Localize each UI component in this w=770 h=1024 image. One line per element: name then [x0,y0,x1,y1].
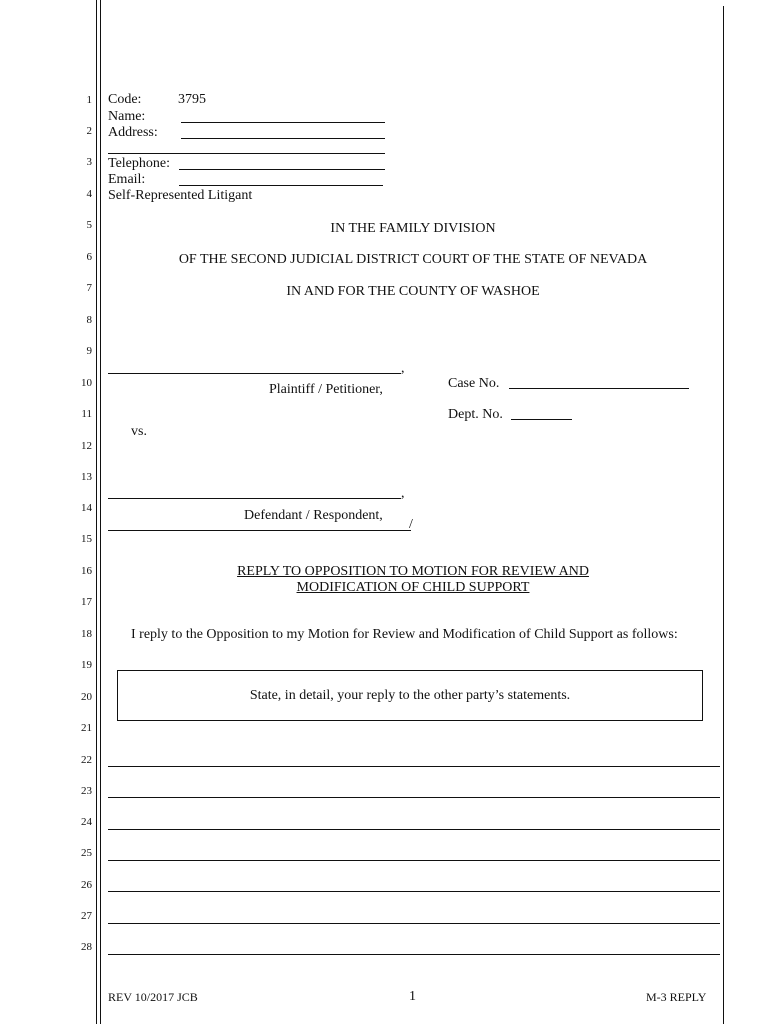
line-number: 11 [81,408,92,420]
defendant-comma: , [401,486,405,501]
email-label: Email: [108,172,146,187]
line-number: 20 [81,691,92,703]
line-number: 17 [81,596,92,608]
court-name: OF THE SECOND JUDICIAL DISTRICT COURT OF THE STATE OF NEVADA [178,252,648,267]
line-number: 19 [81,659,92,671]
code-value: 3795 [178,92,206,107]
address-field-line1[interactable] [181,138,385,139]
line-number: 27 [81,910,92,922]
address-field-line2[interactable] [108,153,385,154]
instruction-box [117,670,703,721]
address-label: Address: [108,125,158,140]
case-number-field[interactable] [509,388,689,389]
plaintiff-name-field[interactable] [108,373,401,374]
reply-line[interactable] [108,923,720,924]
dept-number-label: Dept. No. [448,407,503,422]
code-label: Code: [108,92,142,107]
line-number: 26 [81,879,92,891]
document-title-line2: MODIFICATION OF CHILD SUPPORT [296,580,530,595]
line-number: 24 [81,816,92,828]
plaintiff-comma: , [401,361,405,376]
line-number: 23 [81,785,92,797]
line-number: 28 [81,941,92,953]
line-number: 1 [86,94,92,106]
line-number: 3 [86,156,92,168]
line-number: 5 [86,219,92,231]
footer-form-id: M-3 REPLY [646,990,707,1004]
versus-label: vs. [131,424,147,439]
reply-line[interactable] [108,829,720,830]
name-field[interactable] [181,122,385,123]
defendant-label: Defendant / Respondent, [244,508,383,523]
caption-closing-rule [108,530,411,531]
line-number: 7 [86,282,92,294]
name-label: Name: [108,109,146,124]
line-number: 10 [81,377,92,389]
email-field[interactable] [179,185,383,186]
left-margin-rule-outer [96,0,97,1024]
line-number: 13 [81,471,92,483]
line-number: 14 [81,502,92,514]
reply-line[interactable] [108,860,720,861]
instruction-text: State, in detail, your reply to the other party’s statements. [249,687,571,703]
line-number: 12 [81,440,92,452]
plaintiff-label: Plaintiff / Petitioner, [269,382,383,397]
line-number: 18 [81,628,92,640]
line-number: 8 [86,314,92,326]
telephone-label: Telephone: [108,156,170,171]
intro-statement: I reply to the Opposition to my Motion for Review and Modification of Child Support as follows: [131,627,678,642]
left-margin-rule-inner [100,0,101,1024]
reply-line[interactable] [108,766,720,767]
line-number: 21 [81,722,92,734]
line-number: 9 [86,345,92,357]
caption-slash: / [409,517,413,532]
footer-revision: REV 10/2017 JCB [108,990,198,1004]
line-number: 25 [81,847,92,859]
case-number-label: Case No. [448,376,500,391]
court-county: IN AND FOR THE COUNTY OF WASHOE [286,284,540,299]
reply-line[interactable] [108,954,720,955]
line-number: 15 [81,533,92,545]
line-number: 22 [81,754,92,766]
self-represented-litigant: Self-Represented Litigant [108,188,253,203]
reply-line[interactable] [108,891,720,892]
right-margin-rule [723,6,724,1024]
court-division: IN THE FAMILY DIVISION [330,221,496,236]
footer-page-number: 1 [409,989,416,1004]
defendant-name-field[interactable] [108,498,401,499]
line-number: 4 [86,188,92,200]
line-number: 2 [86,125,92,137]
line-number: 6 [86,251,92,263]
line-number: 16 [81,565,92,577]
dept-number-field[interactable] [511,419,572,420]
telephone-field[interactable] [179,169,385,170]
document-title-line1: REPLY TO OPPOSITION TO MOTION FOR REVIEW AND [237,564,589,579]
reply-line[interactable] [108,797,720,798]
